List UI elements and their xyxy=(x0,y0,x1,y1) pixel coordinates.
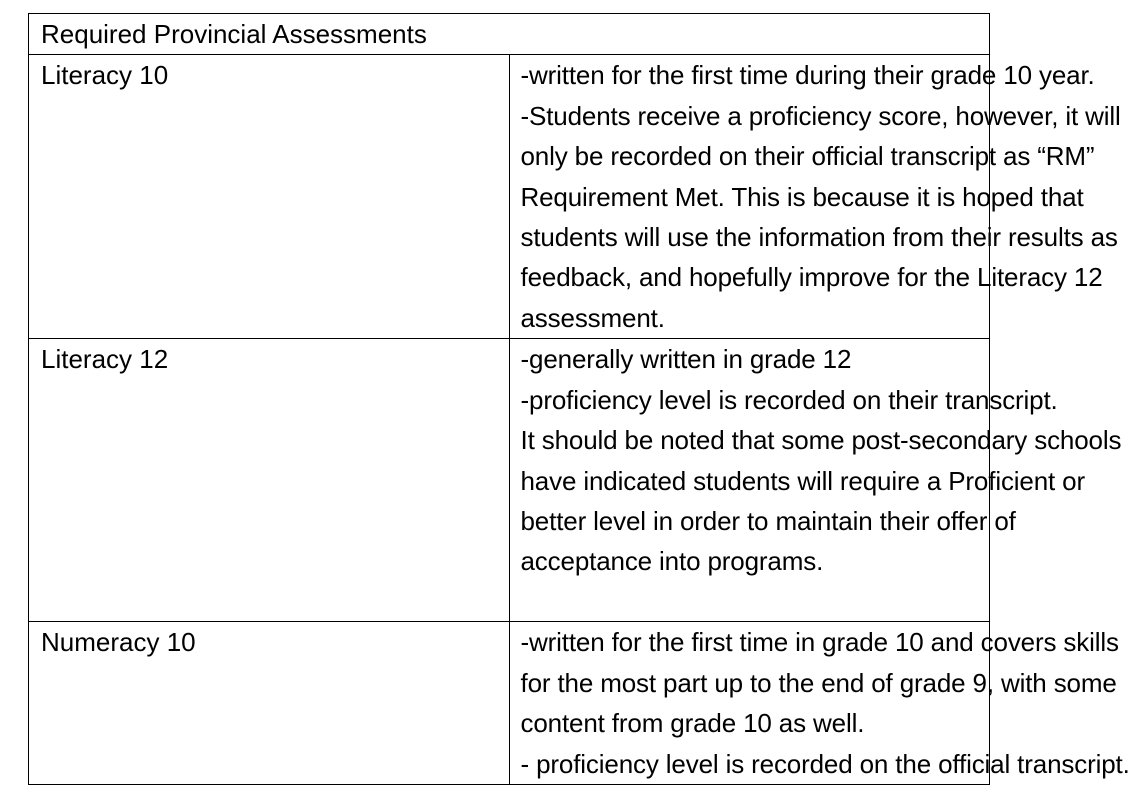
description-line: -written for the first time in grade 10 and covers skills xyxy=(520,627,1119,658)
description-line: -generally written in grade 12 xyxy=(520,344,852,375)
table-title: Required Provincial Assessments xyxy=(29,14,990,55)
description-line: better level in order to maintain their offer of xyxy=(520,506,1016,537)
description-line: -Students receive a proficiency score, however, it will xyxy=(520,100,1121,131)
description-line: content from grade 10 as well. xyxy=(520,708,865,739)
assessments-table xyxy=(28,13,1130,785)
row-description xyxy=(509,55,1121,339)
description-line: acceptance into programs. xyxy=(520,546,824,577)
row-label: Literacy 12 xyxy=(29,339,510,622)
table-row-literacy-12 xyxy=(29,339,990,622)
description-line: for the most part up to the end of grade 9, with some xyxy=(520,667,1117,698)
description-line: only be recorded on their official transcript as “RM” xyxy=(520,141,1095,172)
row-description xyxy=(509,622,1130,785)
description-line: assessment. xyxy=(520,302,665,333)
description-line: Requirement Met. This is because it is hoped that xyxy=(520,181,1084,212)
row-label: Numeracy 10 xyxy=(29,622,510,785)
description-line: -proficiency level is recorded on their transcript. xyxy=(520,384,1058,415)
description-line: -written for the first time during their grade 10 year. xyxy=(520,60,1095,91)
description-line: students will use the information from their results as xyxy=(520,222,1118,253)
row-description xyxy=(509,339,1122,622)
description-line: have indicated students will require a Proficient or xyxy=(520,465,1086,496)
table-header-row xyxy=(29,14,990,55)
table-row-numeracy-10 xyxy=(29,622,990,785)
description-line: - proficiency level is recorded on the official transcript. xyxy=(520,748,1130,779)
description-line: It should be noted that some post-secondary schools xyxy=(520,425,1122,456)
row-label: Literacy 10 xyxy=(29,55,510,339)
description-line: feedback, and hopefully improve for the Literacy 12 xyxy=(520,262,1103,293)
table-row-literacy-10 xyxy=(29,55,990,339)
